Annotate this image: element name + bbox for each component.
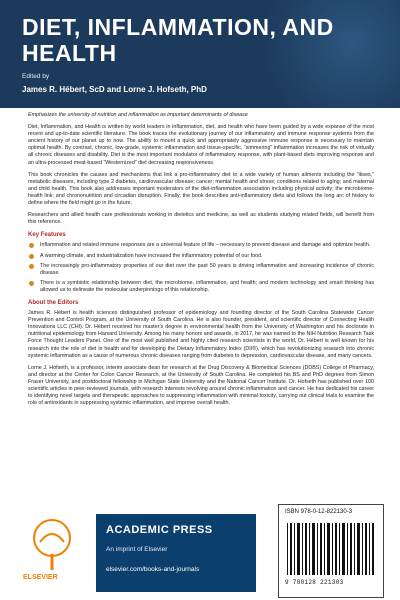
key-features-title: Key Features <box>28 232 66 239</box>
description-paragraph: Diet, Inflammation, and Health is written by world leaders in inflammation, diet, and health who have been guided by a wide expanse of the most recent and up-to-date scientific literature. The book traces the evolutionary journey of our inflammatory and immune response systems from the ancient history of our planet up to now. The ability to mount a quick and appropriately aggressive immune response is necessary to maintain optimal health. By contrast, chronic, low-grade, systemic inflammation and tissue-specific, “simmering” inflammation increases the risk of virtually all chronic diseases and disability. Diet is the most important modulator of inflammatory response, with plant-based diets improving response and an ultra-processed meat-based “Westernized” diet decreasing responsiveness. <box>28 124 374 166</box>
bullet-icon <box>29 243 34 248</box>
editors-names: James R. Hébert, ScD and Lorne J. Hofseth, PhD <box>22 85 207 94</box>
bullet-icon <box>29 264 34 269</box>
cover-footer <box>0 504 400 600</box>
edited-by-label: Edited by <box>22 73 50 80</box>
publisher-url[interactable]: elsevier.com/books-and-journals <box>106 566 200 573</box>
tagline: Emphasizes the university of nutrition and inflammation as important determinants of disease <box>28 112 248 118</box>
editor-bio: Lorne J. Hofseth, is a professor, interim associate dean for research at the Drug Discovery & Biomedical Sciences (DDBS) College of Pharmacy, and director at the Center for Colon Cancer Research, at the University of South Carolina. He completed his BS and PhD degrees from Simon Fraser University, and postdoctoral fellowship in Michigan State University and the National Cancer Institute. Dr. Hofseth has published over 100 scientific articles in peer-reviewed journals, with research interests revolving around chronic inflammation and cancer. He has dedicated his career to identifying novel targets and therapeutic approaches to suppressing inflammation with minimal toxicity, carrying out clinical trials to examine the role of antioxidants in suppressing systemic inflammation, and improve overall health. <box>28 364 374 407</box>
key-feature-item: A warming climate, and industrialization have increased the inflammatory potential of our food. <box>28 253 374 260</box>
elsevier-tree-logo-icon <box>22 514 82 574</box>
bullet-icon <box>29 254 34 259</box>
key-feature-item: The increasingly pro-inflammatory properties of our diet over the past 50 years is driving inflammation and increasing incidence of chronic disease. <box>28 263 374 277</box>
imprint-text: An imprint of Elsevier <box>106 546 168 553</box>
barcode-icon <box>285 521 377 577</box>
description-paragraph: Researchers and allied health care professionals working in dietetics and medicine, as well as students studying related fields, will benefit from this reference. <box>28 212 374 226</box>
key-feature-item: There is a symbiotic relationship between diet, the microbiome, inflammation, and health; and modern technology and smart thinking has allowed us to delineate the molecular underpinnings of this relationship. <box>28 280 374 294</box>
editor-bio: James R. Hébert is health sciences distinguished professor of epidemiology and founding director of the South Carolina Statewide Cancer Prevention and Control Program, at the University of South Carolina. He is also founder, president, and scientific director of Connecting Health Innovations LLC (CHI). Dr. Hébert received his master’s degree in environmental health from the University of Washington and his doctorate in nutritional epidemiology from Harvard University. Among his many honors and awards, in 2017, he was named to the NIH Nutrition Research Task Force Thought Leaders Panel. One of the most well published and highly cited research scientists in the world, Dr. Hébert is well known for his research into the role of diet in health and for developing the Dietary Inflammatory Index (DII®), which has revolutionizing research into chronic systemic inflammation as a cause of numerous chronic diseases ranging from diabetes to depression, cardiovascular disease, and many cancers. <box>28 310 374 359</box>
back-cover-body <box>28 112 374 412</box>
key-features-list <box>28 242 374 294</box>
book-title: DIET, INFLAMMATION, AND HEALTH <box>22 14 334 66</box>
cover-header <box>0 0 400 108</box>
isbn-barcode-box <box>278 504 384 598</box>
academic-press-block <box>96 514 256 592</box>
about-editors-title: About the Editors <box>28 299 79 306</box>
barcode-digits: 9 780128 221303 <box>285 579 344 586</box>
publisher-name: ACADEMIC PRESS <box>106 524 213 536</box>
bullet-icon <box>29 281 34 286</box>
isbn-text: ISBN 978-0-12-822130-3 <box>285 509 353 515</box>
description-paragraph: This book chronicles the causes and mechanisms that link a pro-inflammatory diet to a wide variety of human ailments including the “itises,” metabolic diseases, including type 2 diabetes, cardiovascular disease; cancer; mental health and stress; conditions related to aging; and maternal and child health. This book also addresses important moderators of the diet-inflammation association including physical activity; the microbiome-health link; and chrononutrition and circadian disruption. Finally, the book describes anti-inflammatory diets and follows the long arc of history to define where the field might go in the future. <box>28 171 374 207</box>
elsevier-label: ELSEVIER <box>23 574 58 581</box>
key-feature-item: Inflammation and related immune responses are a universal feature of life – necessary to prevent disease and damage and optimize health. <box>28 242 374 249</box>
